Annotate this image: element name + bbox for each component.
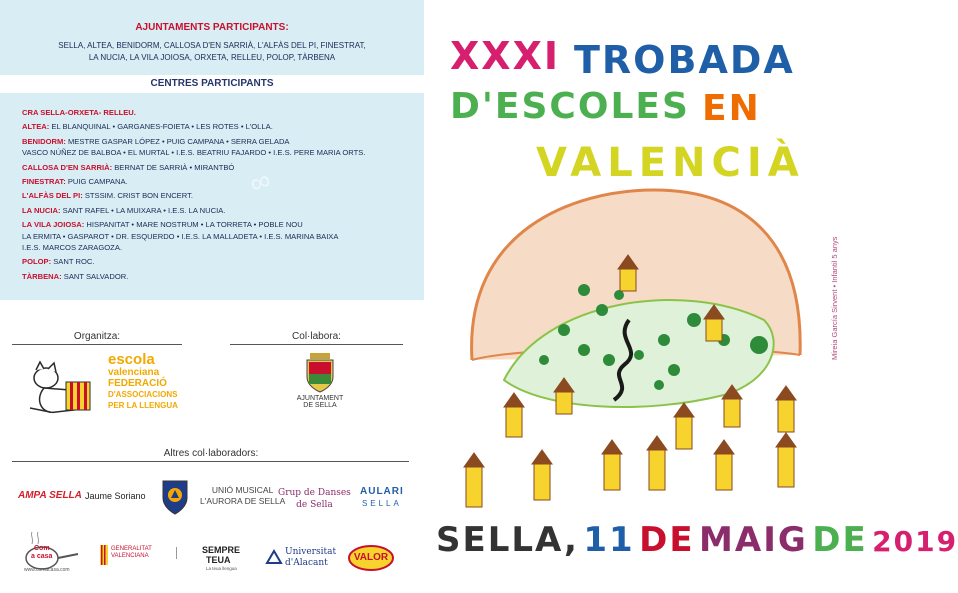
jaume-soriano-logo: Jaume Soriano bbox=[85, 491, 146, 501]
municipality-name: FINESTRAT: bbox=[22, 177, 66, 187]
aulari-line2: SELLA bbox=[361, 499, 402, 508]
poster-date-maig: MAIG bbox=[699, 520, 808, 560]
altres-label: Altres col·laboradors: bbox=[155, 448, 267, 459]
organitza-label: Organitza: bbox=[12, 331, 182, 342]
centre-row bbox=[22, 176, 417, 187]
univ-line2: d'Alacant bbox=[285, 558, 328, 568]
collabora-label: Col·labora: bbox=[230, 331, 403, 342]
universitat-alacant-logo bbox=[266, 547, 336, 571]
centre-row bbox=[22, 136, 417, 159]
escola-valenciana-logo bbox=[108, 353, 178, 423]
valor-text: VALOR bbox=[353, 552, 389, 563]
municipality-name: POLOP: bbox=[22, 257, 52, 267]
poster-title-en: EN bbox=[702, 88, 761, 129]
poster-panel bbox=[424, 0, 958, 593]
aulari-line1: AULARI bbox=[360, 486, 404, 497]
municipality-name: L'ALFÀS DEL PI: bbox=[22, 191, 83, 201]
centre-row bbox=[22, 107, 417, 118]
centre-names: SANT ROC. bbox=[51, 257, 95, 267]
centre-line bbox=[22, 271, 417, 282]
organitza-divider bbox=[12, 344, 182, 345]
escola-logo-line1: escola bbox=[108, 351, 155, 368]
escola-logo-line5: PER LA LLENGUA bbox=[108, 401, 178, 410]
centre-names: VASCO NÚÑEZ DE BALBOA • EL MURTAL • I.E.S. BEATRIU FAJARDO • I.E.S. PERE MARIA ORTS. bbox=[22, 148, 366, 158]
poster-title-trobada: TROBADA bbox=[574, 38, 795, 82]
centre-line bbox=[22, 136, 417, 147]
centre-line bbox=[22, 162, 417, 173]
poster-date-day: 11 bbox=[583, 520, 635, 560]
generalitat-logo bbox=[100, 545, 160, 569]
centre-line bbox=[22, 219, 417, 230]
centre-names: PUIG CAMPANA. bbox=[65, 177, 128, 187]
poster-date-de1: DE bbox=[639, 520, 695, 560]
centre-names: HISPANITAT • MARE NOSTRUM • LA TORRETA • POBLE NOU bbox=[84, 220, 303, 230]
centre-row bbox=[22, 271, 417, 282]
valor-logo bbox=[348, 545, 394, 571]
aulari-sella-logo bbox=[360, 486, 404, 510]
com-line3: www.comacasa.com bbox=[24, 567, 70, 573]
escola-logo-line2: valenciana bbox=[108, 367, 160, 378]
watermark-decoration: ∞ bbox=[245, 161, 281, 200]
centre-line bbox=[22, 205, 417, 216]
centre-names: SANT SALVADOR. bbox=[61, 271, 129, 281]
centre-row bbox=[22, 121, 417, 132]
poster-date-year: 2019 bbox=[872, 525, 958, 558]
sempre-line2: TEUA bbox=[206, 555, 231, 565]
sempre-teua-logo bbox=[176, 545, 246, 571]
centre-row bbox=[22, 256, 417, 267]
centre-line bbox=[22, 121, 417, 132]
centre-names: EL BLANQUINAL • GARGANES-FOIETA • LES ROTES • L'OLLA. bbox=[49, 122, 273, 132]
municipality-name: LA NUCIA: bbox=[22, 205, 61, 215]
gen-line2: VALENCIANA bbox=[111, 553, 149, 559]
proteccio-civil-icon bbox=[160, 478, 190, 516]
municipality-name: CRA SELLA-ORXETA- RELLEU. bbox=[22, 108, 136, 117]
centres-list bbox=[22, 107, 417, 285]
centre-names: STSSIM. CRIST BON ENCERT. bbox=[82, 191, 194, 201]
municipality-name: BENIDORM: bbox=[22, 136, 66, 146]
centre-names: BERNAT DE SARRIÀ • MIRANTBÓ bbox=[112, 162, 235, 172]
left-panel bbox=[0, 0, 424, 593]
centre-line bbox=[22, 176, 417, 187]
unio-line1: UNIÓ MUSICAL bbox=[211, 485, 274, 495]
grup-danses-logo bbox=[278, 487, 351, 511]
ampa-sella-logo: AMPA SELLA bbox=[18, 490, 82, 501]
centre-line bbox=[22, 147, 417, 158]
municipality-name: ALTEA: bbox=[22, 122, 50, 132]
ajuntaments-title: AJUNTAMENTS PARTICIPANTS: bbox=[135, 22, 289, 33]
grup-line2: de Sella bbox=[296, 500, 333, 510]
poster-date-line bbox=[436, 520, 958, 560]
sempre-line3: La teua llengua bbox=[206, 566, 237, 571]
centre-names: I.E.S. MARCOS ZARAGOZA. bbox=[22, 243, 122, 253]
escola-logo-line3: FEDERACIÓ bbox=[108, 378, 167, 389]
altres-divider bbox=[12, 461, 409, 462]
poster-title-valencia: VALENCIÀ bbox=[536, 140, 805, 186]
centre-line bbox=[22, 107, 417, 118]
unio-musical-logo bbox=[200, 485, 285, 507]
municipality-name: CALLOSA D'EN SARRIÀ: bbox=[22, 162, 113, 172]
drawing-credit: Mireia García Sirvent • Infantil 5 anys bbox=[830, 236, 839, 360]
cat-mascot-logo bbox=[24, 360, 104, 420]
municipality-name: LA VILA JOIOSA: bbox=[22, 220, 85, 230]
centres-title: CENTRES PARTICIPANTS bbox=[150, 78, 274, 89]
centre-names: MESTRE GASPAR LÓPEZ • PUIG CAMPANA • SERRA GELADA bbox=[65, 136, 290, 146]
centre-line bbox=[22, 242, 417, 253]
centre-line bbox=[22, 256, 417, 267]
ajuntaments-line2: LA NUCIA, LA VILA JOIOSA, ORXETA, RELLEU, POLOP, TÀRBENA bbox=[88, 53, 336, 62]
sempre-small-text bbox=[176, 547, 199, 559]
municipality-name: TÀRBENA: bbox=[22, 271, 62, 281]
ajuntament-line2: DE SELLA bbox=[303, 402, 337, 409]
centre-line bbox=[22, 231, 417, 242]
ajuntament-sella-logo bbox=[285, 353, 355, 423]
centre-line bbox=[22, 190, 417, 201]
com-line1: Com bbox=[34, 545, 50, 552]
centre-names: LA ERMITA • GASPAROT • DR. ESQUERDO • I.E.S. LA MALLADETA • I.E.S. MARINA BAIXA bbox=[22, 231, 339, 241]
ajuntament-line1: AJUNTAMENT bbox=[296, 395, 344, 402]
centre-row bbox=[22, 190, 417, 201]
com-line2: a casa bbox=[31, 553, 53, 560]
unio-line2: L'AURORA DE SELLA bbox=[200, 496, 286, 506]
poster-date-de2: DE bbox=[812, 520, 868, 560]
centre-row bbox=[22, 162, 417, 173]
centre-row bbox=[22, 219, 417, 253]
poster-title-xxxi: XXXI bbox=[450, 34, 561, 78]
escola-logo-line4: D'ASSOCIACIONS bbox=[108, 390, 178, 399]
univ-line1: Universitat bbox=[285, 547, 337, 557]
collabora-divider bbox=[230, 344, 403, 345]
grup-line1: Grup de Danses bbox=[278, 488, 351, 498]
ajuntaments-list bbox=[30, 40, 394, 64]
com-a-casa-logo bbox=[22, 530, 82, 575]
poster-date-sella: SELLA, bbox=[436, 520, 579, 560]
poster-title-escoles: D'ESCOLES bbox=[450, 86, 690, 127]
sella-coat-of-arms-icon bbox=[303, 353, 337, 393]
sempre-line1: SEMPRE bbox=[202, 545, 241, 555]
gen-line1: GENERALITAT bbox=[111, 546, 152, 552]
centre-names: SANT RAFEL • LA MUIXARA • I.E.S. LA NUCIA. bbox=[60, 205, 226, 215]
university-icon bbox=[266, 549, 282, 565]
ajuntaments-line1: SELLA, ALTEA, BENIDORM, CALLOSA D'EN SARRIÀ, L'ALFÀS DEL PI, FINESTRAT, bbox=[58, 41, 366, 50]
centre-row bbox=[22, 205, 417, 216]
